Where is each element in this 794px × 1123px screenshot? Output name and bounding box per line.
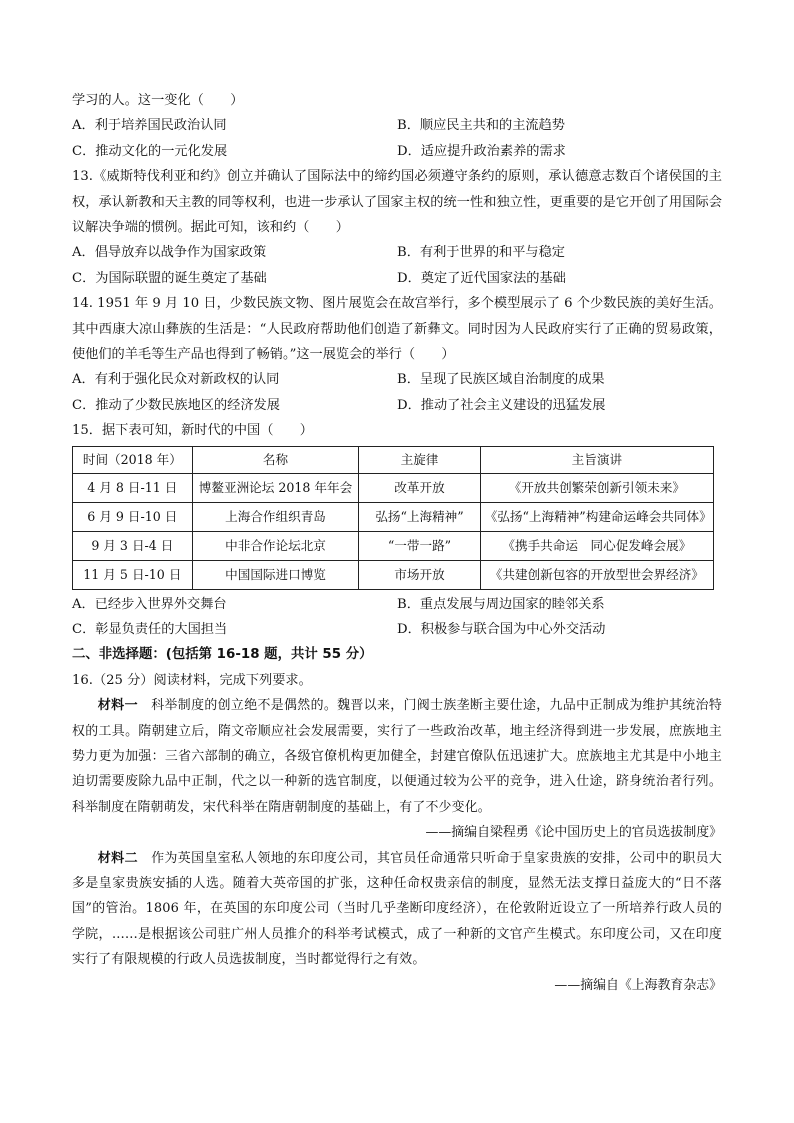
q14-options [72,367,722,392]
table-row [73,473,714,502]
q13-option-a: A．倡导放弃以战争作为国家政策 [72,245,267,261]
q15-option-a: A．已经步入世界外交舞台 [72,596,227,612]
q14-options-row2 [72,393,722,418]
q15-options-row2 [72,617,722,642]
table-cell: 中国国际进口博览 [192,560,359,589]
table-header-speech: 主旨演讲 [480,446,713,473]
q15-option-d: D．积极参与联合国为中心外交活动 [397,621,606,637]
q14-stem: 14. 1951 年 9 月 10 日，少数民族文物、图片展览会在故宫举行，多个模型展示了 6 个少数民族的美好生活。其中西康大凉山彝族的生活是：“人民政府帮助他们创造了新彝文。同时因为人民政府实行了正确的贸易政策，使他们的羊毛等生产品也得到了畅销。”这一展览会的举行（ ） [72,296,722,362]
table-header-time: 时间（2018 年） [73,446,193,473]
table-cell: 《携手共命运 同心促发峰会展》 [480,531,713,560]
q14-option-a: A．有利于强化民众对新政权的认同 [72,372,280,388]
q13-stem: 13.《威斯特伐利亚和约》创立并确认了国际法中的缔约国必须遵守条约的原则，承认德意志数百个诸侯国的主权，承认新教和天主教的同等权利，也进一步承认了国家主权的统一性和独立性，更重要的是它开创了用国际会议解决争端的惯例。据此可知，该和约（ ） [72,169,722,235]
q14-option-b: B．呈现了民族区域自治制度的成果 [397,372,605,388]
material-2-source: ——摘编自《上海教育杂志》 [554,977,722,993]
q12-options [72,113,722,138]
material-1-text: 科举制度的创立绝不是偶然的。魏晋以来，门阀士族垄断主要仕途，九品中正制成为维护其统治特权的工具。隋朝建立后，隋文帝顺应社会发展需要，实行了一些政治改革，地主经济得到进一步发展，庶族地主势力更为加强：三省六部制的确立，各级官僚机构更加健全，封建官僚队伍迅速扩大。庶族地主尤其是中小地主迫切需要废除九品中正制，代之以一种新的选官制度，以便通过较为公平的竞争，进入仕途，跻身统治者行列。科举制度在隋朝萌发，宋代科举在隋唐朝制度的基础上，有了不少变化。 [72,698,722,815]
q13-option-c: C．为国际联盟的诞生奠定了基础 [72,270,267,286]
q15-table [72,446,714,590]
table-cell: 上海合作组织青岛 [192,502,359,531]
material-2-text: 作为英国皇室私人领地的东印度公司，其官员任命通常只听命于皇家贵族的安排，公司中的职员大多是皇家贵族安插的人选。随着大英帝国的扩张，这种任命权贵亲信的制度，显然无法支撑日益庞大的“日不落国”的管治。1806 年，在英国的东印度公司（当时几乎垄断印度经济），在伦敦附近设立了一所培养行政人员的学院，……是根据该公司驻广州人员推介的科举考试模式，成了一种新的文官产生模式。东印度公司，又在印度实行了有限规模的行政人员选拔制度，当时都觉得行之有效。 [72,850,722,968]
q15-option-c: C．彰显负责任的大国担当 [72,621,228,637]
table-cell: 中非合作论坛北京 [192,531,359,560]
q12-option-a: A．利于培养国民政治认同 [72,118,227,134]
material-1 [72,693,722,820]
q13-option-d: D．奠定了近代国家法的基础 [397,270,566,286]
table-cell: 博鳌亚洲论坛 2018 年年会 [192,473,359,502]
table-cell: 6 月 9 日-10 日 [73,502,193,531]
table-cell: 市场开放 [359,560,480,589]
q15-option-b: B．重点发展与周边国家的睦邻关系 [397,596,605,612]
q12-option-c: C．推动文化的一元化发展 [72,143,228,159]
q12-stem-tail: 学习的人。这一变化（ ） [72,93,244,108]
table-cell: 《开放共创繁荣创新引领未来》 [480,473,713,502]
table-row [73,531,714,560]
material-2-label: 材料二 [97,850,138,866]
material-1-source: ——摘编自梁程勇《论中国历史上的官员选拔制度》 [425,825,722,841]
q13-option-b: B．有利于世界的和平与稳定 [397,245,565,261]
q15-stem: 15．据下表可知，新时代的中国（ ） [72,423,313,439]
table-cell: 11 月 5 日-10 日 [73,560,193,589]
table-cell: 改革开放 [359,473,480,502]
table-cell: “一带一路” [359,531,480,560]
section-2-title: 二、非选择题：(包括第 16-18 题，共计 55 分） [72,647,373,663]
table-cell: 《弘扬“上海精神”构建命运峰会共同体》 [480,502,713,531]
q13-options-row2 [72,266,722,291]
table-cell: 弘扬“上海精神” [359,502,480,531]
material-1-label: 材料一 [97,698,138,714]
material-2 [72,846,722,973]
table-header-theme: 主旋律 [359,446,480,473]
q13-options [72,240,722,265]
table-cell: 9 月 3 日-4 日 [73,531,193,560]
q14-option-c: C．推动了少数民族地区的经济发展 [72,397,280,413]
table-cell: 4 月 8 日-11 日 [73,473,193,502]
q12-option-b: B．顺应民主共和的主流趋势 [397,118,565,134]
q12-options-row2 [72,139,722,164]
table-cell: 《共建创新包容的开放型世会界经济》 [480,560,713,589]
q12-option-d: D．适应提升政治素养的需求 [397,143,566,159]
table-header-row [73,446,714,473]
q14-option-d: D．推动了社会主义建设的迅猛发展 [397,397,606,413]
q16-stem: 16.（25 分）阅读材料，完成下列要求。 [72,672,312,688]
table-row [73,502,714,531]
table-header-name: 名称 [192,446,359,473]
exam-page [72,88,722,998]
table-row [73,560,714,589]
q15-options [72,592,722,617]
